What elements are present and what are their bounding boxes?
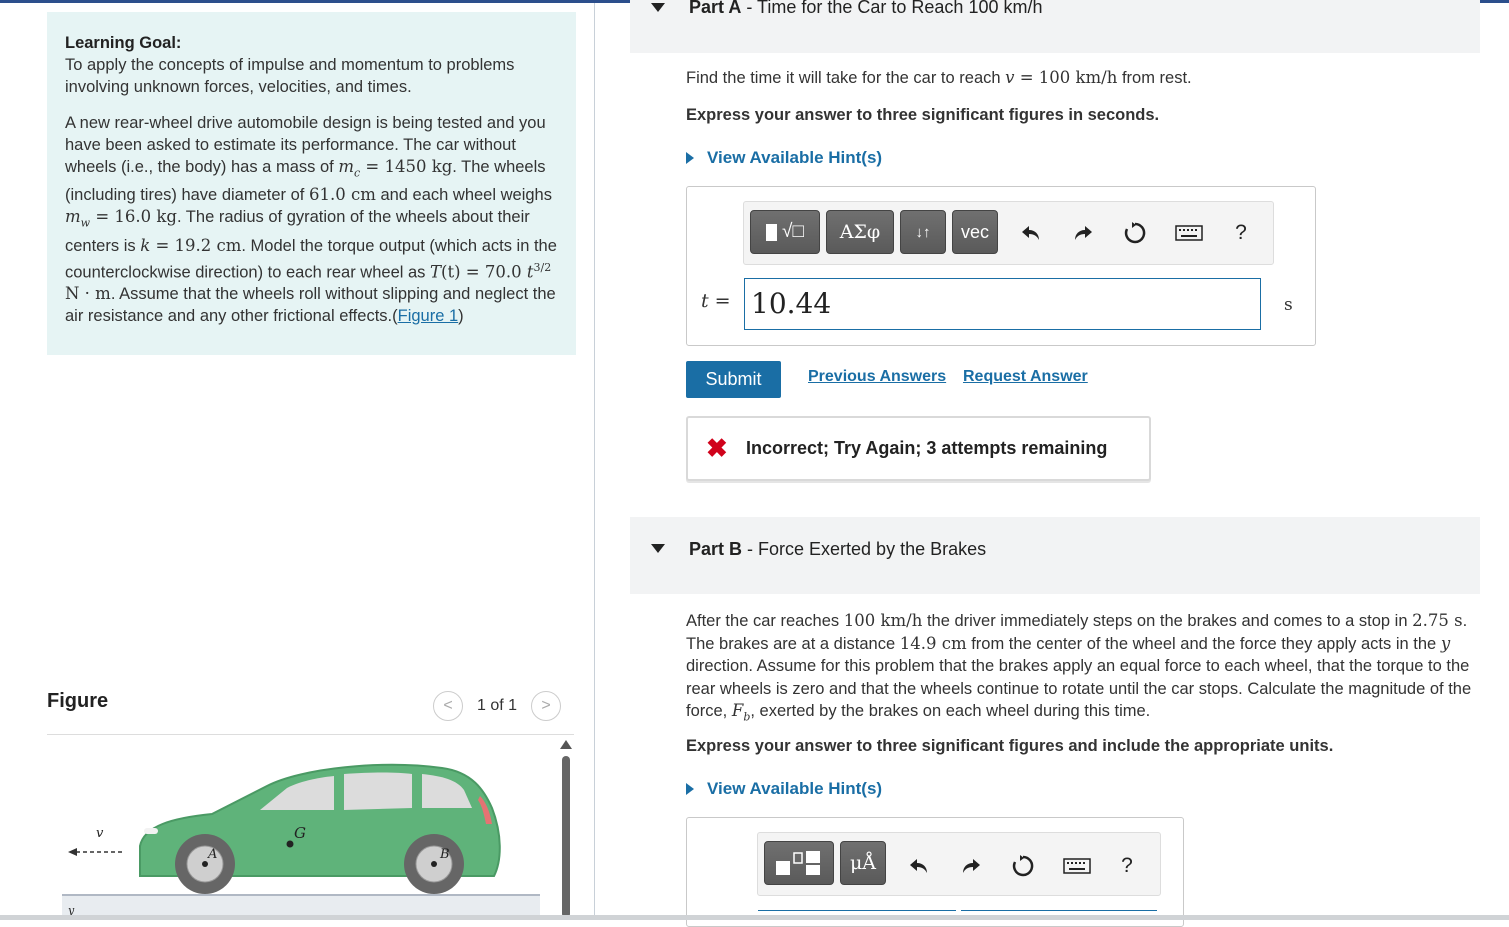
label-y: y <box>68 904 75 915</box>
part-b-header[interactable] <box>630 517 1480 594</box>
part-b-math-toolbar <box>757 832 1161 896</box>
figure-scrollbar[interactable] <box>560 740 572 918</box>
feedback-box <box>686 416 1151 481</box>
figure-counter: 1 of 1 <box>477 697 518 714</box>
keyboard-icon[interactable] <box>1060 851 1094 881</box>
answer-unit: s <box>1284 295 1293 315</box>
previous-answers-link[interactable]: Previous Answers <box>808 368 947 385</box>
arrows-button[interactable]: ↓↑ <box>900 210 946 254</box>
part-a-instruction: Express your answer to three significant figures in seconds. <box>686 106 1160 124</box>
chevron-left-icon: < <box>443 697 453 714</box>
part-a-title: Part A - Time for the Car to Reach 100 km/h <box>689 0 1043 17</box>
car-headlight <box>144 828 158 834</box>
wheel-b-center <box>431 861 437 867</box>
template-block-icon <box>766 224 777 241</box>
chevron-right-icon: > <box>541 697 551 714</box>
center-of-mass-point <box>287 841 294 848</box>
figure-title: Figure <box>47 690 109 712</box>
expand-triangle-icon <box>686 152 694 164</box>
label-b: B <box>440 847 450 862</box>
problem-statement: A new rear-wheel drive automobile design is being tested and you have been asked to estimate its performance. The car without wheels (i.e., the body) has a mass of $m_c = 1450$ kg. The wheels (including tires) have diameter of 61.0 cm and each wheel weighs $m_w = 16.0$ kg. The radius of gyration of the wheels about their centers is k = 19.2 cm. Model the torque output (which acts in the counterclockwise direction) to each rear wheel as T(t) = 70.0 $t^{3/2}$ N · m. Assume that the wheels roll without slipping and neglect the air resistance and any other frictional effects.(Figure 1) <box>65 114 557 326</box>
part-a-hint-link[interactable]: View Available Hint(s) <box>686 148 882 168</box>
reset-icon[interactable] <box>1120 218 1150 248</box>
bottom-bar <box>0 915 1509 920</box>
label-v: v <box>96 826 104 841</box>
part-a-answer-input[interactable]: 10.44 <box>744 278 1261 330</box>
scroll-thumb[interactable] <box>562 756 570 918</box>
learning-goal-box <box>47 12 576 355</box>
label-a: A <box>208 847 218 862</box>
help-icon[interactable]: ? <box>1235 221 1247 244</box>
units-button[interactable]: μÅ <box>840 841 886 885</box>
feedback-message: Incorrect; Try Again; 3 attempts remaining <box>746 438 1108 458</box>
velocity-arrowhead <box>68 848 77 856</box>
part-b-title: Part B - Force Exerted by the Brakes <box>689 539 987 559</box>
panel-divider <box>594 3 595 915</box>
learning-goal-heading: Learning Goal: <box>65 34 182 52</box>
reset-icon[interactable] <box>1008 851 1038 881</box>
car-window-middle <box>344 773 412 811</box>
template-layout-icon <box>774 849 824 877</box>
help-icon[interactable]: ? <box>1121 854 1133 877</box>
submit-button[interactable]: Submit <box>686 361 781 398</box>
keyboard-icon[interactable] <box>1172 218 1206 248</box>
figure-next-button[interactable] <box>531 691 561 721</box>
answer-variable-label: t = <box>701 290 731 312</box>
scroll-up-icon[interactable] <box>560 740 572 749</box>
collapse-caret-icon[interactable] <box>651 3 665 12</box>
figure-1-link[interactable]: Figure 1 <box>397 307 459 326</box>
incorrect-x-icon: ✖ <box>706 433 728 463</box>
ground-strip <box>62 895 540 915</box>
redo-icon[interactable] <box>956 851 986 881</box>
undo-icon[interactable] <box>1016 218 1046 248</box>
greek-symbols-button[interactable]: ΑΣφ <box>826 210 894 254</box>
part-a-question: Find the time it will take for the car to reach v = 100 km/h from rest. <box>686 68 1192 87</box>
learning-goal-text: To apply the concepts of impulse and momentum to problems involving unknown forces, velocities, and times. <box>65 56 515 96</box>
templates-button[interactable] <box>750 210 820 254</box>
part-a-header[interactable] <box>630 0 1480 53</box>
label-g: G <box>294 824 306 842</box>
part-b-question: After the car reaches 100 km/h the driver immediately steps on the brakes and comes to a stop in 2.75 s. The brakes are at a distance 14.9 cm from the center of the wheel and the force they apply acts in the y direction. Assume for this problem that the brakes apply an equal force to each wheel, that the torque to the rear wheels is zero and that the wheels continue to rotate until the car stops. Calculate the magnitude of the force, $F_b$, exerted by the brakes on each wheel during this time. <box>686 611 1472 724</box>
templates-button[interactable] <box>764 841 834 885</box>
expand-triangle-icon <box>686 783 694 795</box>
collapse-caret-icon[interactable] <box>651 544 665 553</box>
car-figure <box>62 750 540 915</box>
vector-button[interactable]: vec <box>952 210 998 254</box>
part-b-instruction: Express your answer to three significant figures and include the appropriate units. <box>686 737 1334 755</box>
part-b-hint-link[interactable]: View Available Hint(s) <box>686 779 882 799</box>
part-a-math-toolbar <box>743 201 1274 265</box>
sqrt-template-icon: √□ <box>782 221 804 242</box>
figure-prev-button[interactable] <box>433 691 463 721</box>
undo-icon[interactable] <box>904 851 934 881</box>
figure-divider <box>47 734 574 735</box>
request-answer-link[interactable]: Request Answer <box>963 368 1088 385</box>
figure-navigation <box>433 690 561 722</box>
redo-icon[interactable] <box>1068 218 1098 248</box>
